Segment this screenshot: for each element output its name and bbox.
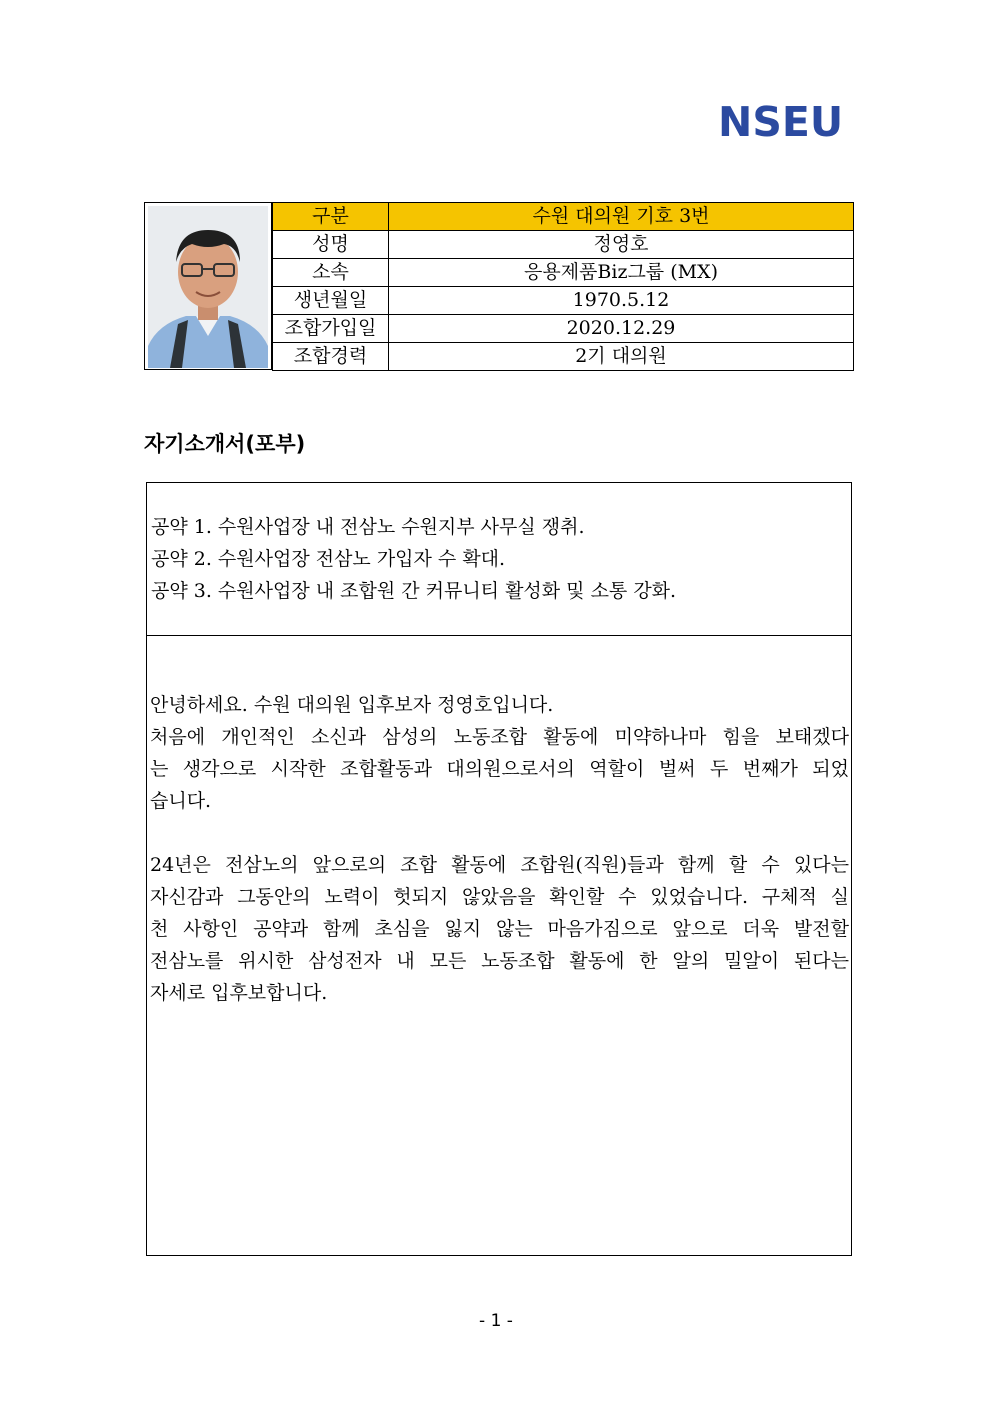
info-value: 정영호 bbox=[389, 231, 854, 259]
info-value: 응용제품Biz그룹 (MX) bbox=[389, 259, 854, 287]
intro-line: 전삼노를 위시한 삼성전자 내 모든 노동조합 활동에 한 알의 밀알이 된다는 bbox=[150, 950, 849, 972]
candidate-info-table bbox=[272, 202, 854, 371]
info-row-career bbox=[273, 343, 854, 371]
info-row-join-date bbox=[273, 315, 854, 343]
section-title: 자기소개서(포부) bbox=[144, 432, 306, 456]
info-label: 구분 bbox=[273, 203, 389, 231]
candidate-photo-cell bbox=[144, 202, 272, 370]
info-label: 조합경력 bbox=[273, 343, 389, 371]
info-row-birthdate bbox=[273, 287, 854, 315]
info-row-affiliation bbox=[273, 259, 854, 287]
pledge-item: 공약 1. 수원사업장 내 전삼노 수원지부 사무실 쟁취. bbox=[151, 516, 585, 538]
info-label: 조합가입일 bbox=[273, 315, 389, 343]
nseu-logo: NSEU bbox=[718, 98, 844, 146]
portrait-photo-icon bbox=[148, 206, 268, 368]
info-value: 2기 대의원 bbox=[389, 343, 854, 371]
info-row-category bbox=[273, 203, 854, 231]
intro-line: 안녕하세요. 수원 대의원 입후보자 정영호입니다. bbox=[150, 694, 554, 716]
intro-line: 습니다. bbox=[150, 790, 212, 812]
intro-line: 천 사항인 공약과 함께 초심을 잃지 않는 마음가짐으로 앞으로 더욱 발전할 bbox=[150, 918, 849, 940]
pledge-item: 공약 2. 수원사업장 전삼노 가입자 수 확대. bbox=[151, 548, 506, 570]
intro-line: 처음에 개인적인 소신과 삼성의 노동조합 활동에 미약하나마 힘을 보태겠다 bbox=[150, 726, 849, 748]
pledge-item: 공약 3. 수원사업장 내 조합원 간 커뮤니티 활성화 및 소통 강화. bbox=[151, 580, 677, 602]
info-label: 성명 bbox=[273, 231, 389, 259]
intro-line: 자신감과 그동안의 노력이 헛되지 않았음을 확인할 수 있었습니다. 구체적 실 bbox=[150, 886, 849, 908]
info-label: 소속 bbox=[273, 259, 389, 287]
info-row-name bbox=[273, 231, 854, 259]
page-number: - 1 - bbox=[479, 1311, 513, 1331]
intro-line: 자세로 입후보합니다. bbox=[150, 982, 328, 1004]
info-value: 수원 대의원 기호 3번 bbox=[389, 203, 854, 231]
intro-line: 는 생각으로 시작한 조합활동과 대의원으로서의 역할이 벌써 두 번째가 되었 bbox=[150, 758, 849, 780]
info-value: 1970.5.12 bbox=[389, 287, 854, 315]
info-value: 2020.12.29 bbox=[389, 315, 854, 343]
pledges-section bbox=[147, 483, 851, 636]
self-introduction-box bbox=[146, 482, 852, 1256]
introduction-text bbox=[150, 689, 849, 1009]
intro-line: 24년은 전삼노의 앞으로의 조합 활동에 조합원(직원)들과 함께 할 수 있다는 bbox=[150, 854, 849, 876]
info-label: 생년월일 bbox=[273, 287, 389, 315]
